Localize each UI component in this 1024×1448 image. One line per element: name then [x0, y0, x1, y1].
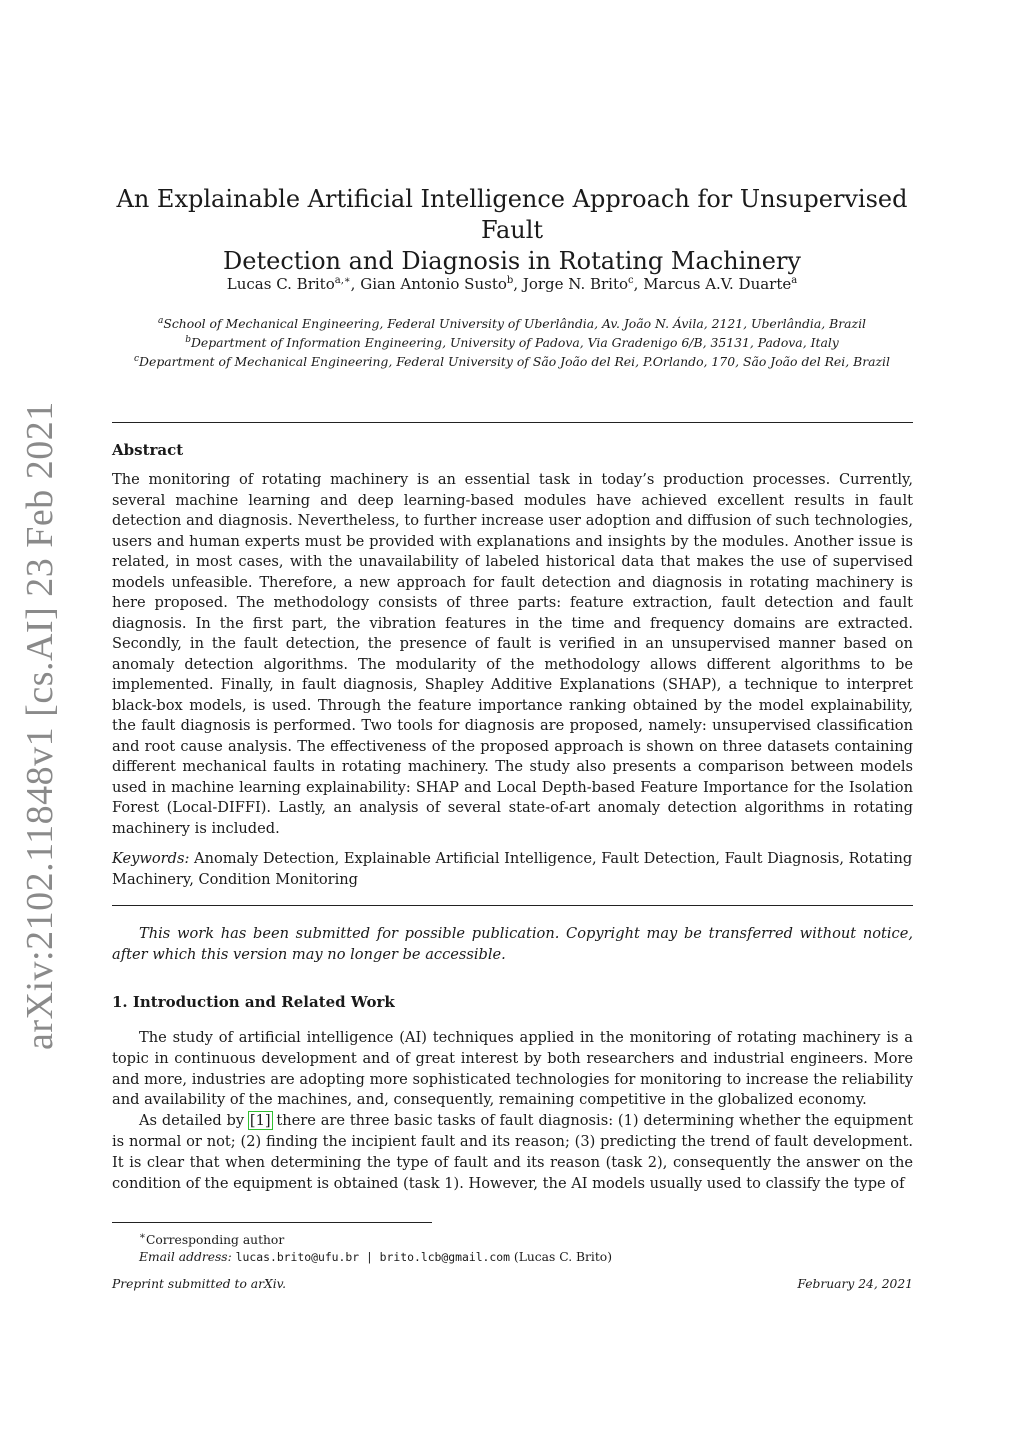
affiliation-a: $^a$School of Mechanical Engineering, Federal University of Uberlândia, Av. João N. Ávila, 2121, Uberlândia, Brazil [157, 316, 867, 332]
keywords-text: Anomaly Detection, Explainable Artificial Intelligence, Fault Detection, Fault Diagnosis, Rotating Machinery, Condition Monitoring [112, 850, 913, 888]
abstract-top-divider [112, 422, 913, 423]
author-list [112, 275, 912, 293]
footnote-corresponding-author: ∗Corresponding author [139, 1230, 285, 1248]
author-1: Lucas C. Brito$^{a,∗}$, [226, 275, 361, 293]
affiliation-b: $^b$Department of Information Engineering, University of Padova, Via Gradenigo 6/B, 35131, Padova, Italy [185, 335, 839, 351]
author-2: Gian Antonio Susto$^b$, [360, 275, 523, 293]
footnote-divider [112, 1222, 432, 1223]
section-heading-introduction: 1. Introduction and Related Work [112, 993, 395, 1011]
affiliation-c: $^c$Department of Mechanical Engineering, Federal University of São João del Rei, P.Orlando, 170, São João del Rei, Brazil [134, 354, 890, 370]
publication-notice: This work has been submitted for possible publication. Copyright may be transferred without notice, after which this version may no longer be accessible. [112, 925, 913, 963]
email-addresses[interactable]: lucas.brito@ufu.br | brito.lcb@gmail.com [235, 1250, 510, 1265]
citation-link-1[interactable]: [1] [249, 1112, 271, 1130]
author-3: Jorge N. Brito$^c$, [522, 275, 644, 293]
footer-date: February 24, 2021 [797, 1277, 913, 1291]
introduction-paragraph-1: The study of artificial intelligence (AI) techniques applied in the monitoring of rotating machinery is a topic in continuous development and of great interest by both researchers and industrial engineers. More and more, industries are adopting more sophisticated technologies for monitoring to increase the reliability and availability of the machines, and, consequently, remaining competitive in the globalized economy. [112, 1029, 913, 1109]
title-line-1: An Explainable Artificial Intelligence Approach for Unsupervised Fault [116, 185, 908, 244]
abstract-body: The monitoring of rotating machinery is an essential task in today’s production processes. Currently, several machine learning and deep learning-based modules have achieved excellent results in fault detection and diagnosis. Nevertheless, to further increase user adoption and diffusion of such technologies, users and human experts must be provided with explanations and insights by the modules. Another issue is related, in most cases, with the unavailability of labeled historical data that makes the use of supervised models unfeasible. Therefore, a new approach for fault detection and diagnosis in rotating machinery is here proposed. The methodology consists of three parts: feature extraction, fault detection and fault diagnosis. In the first part, the vibration features in the time and frequency domains are extracted. Secondly, in the fault detection, the presence of fault is verified in an unsupervised manner based on anomaly detection algorithms. The modularity of the methodology allows different algorithms to be implemented. Finally, in fault diagnosis, Shapley Additive Explanations (SHAP), a technique to interpret black-box models, is used. Through the feature importance ranking obtained by the model explainability, the fault diagnosis is performed. Two tools for diagnosis are proposed, namely: unsupervised classification and root cause analysis. The effectiveness of the proposed approach is shown on three datasets containing different mechanical faults in rotating machinery. The study also presents a comparison between models used in machine learning explainability: SHAP and Local Depth-based Feature Importance for the Isolation Forest (Local-DIFFI). Lastly, an analysis of several state-of-art anomaly detection algorithms in rotating machinery is included. [112, 471, 913, 837]
author-4: Marcus A.V. Duarte$^a$ [643, 275, 798, 293]
affiliation-list [112, 313, 912, 370]
arxiv-identifier-stamp: arXiv:2102.11848v1 [cs.AI] 23 Feb 2021 [19, 401, 61, 1050]
keywords-label: Keywords: [112, 850, 190, 867]
paper-title [112, 184, 912, 277]
footnote [112, 1228, 913, 1266]
introduction-paragraph-2: As detailed by [1] there are three basic tasks of fault diagnosis: (1) determining whether the equipment is normal or not; (2) finding the incipient fault and its reason; (3) predicting the trend of fault development. It is clear that when determining the type of fault and its reason (task 2), consequently the answer on the condition of the equipment is obtained (task 1). However, the AI models usually used to classify the type of [112, 1112, 914, 1192]
footer-preprint-note: Preprint submitted to arXiv. [112, 1277, 287, 1291]
footnote-email: Email address: lucas.brito@ufu.br | brito.lcb@gmail.com (Lucas C. Brito) [139, 1250, 613, 1265]
keywords [112, 848, 913, 890]
title-line-2: Detection and Diagnosis in Rotating Machinery [223, 247, 801, 275]
abstract-bottom-divider [112, 905, 913, 906]
abstract-heading: Abstract [112, 441, 184, 459]
introduction-body [112, 1028, 913, 1194]
